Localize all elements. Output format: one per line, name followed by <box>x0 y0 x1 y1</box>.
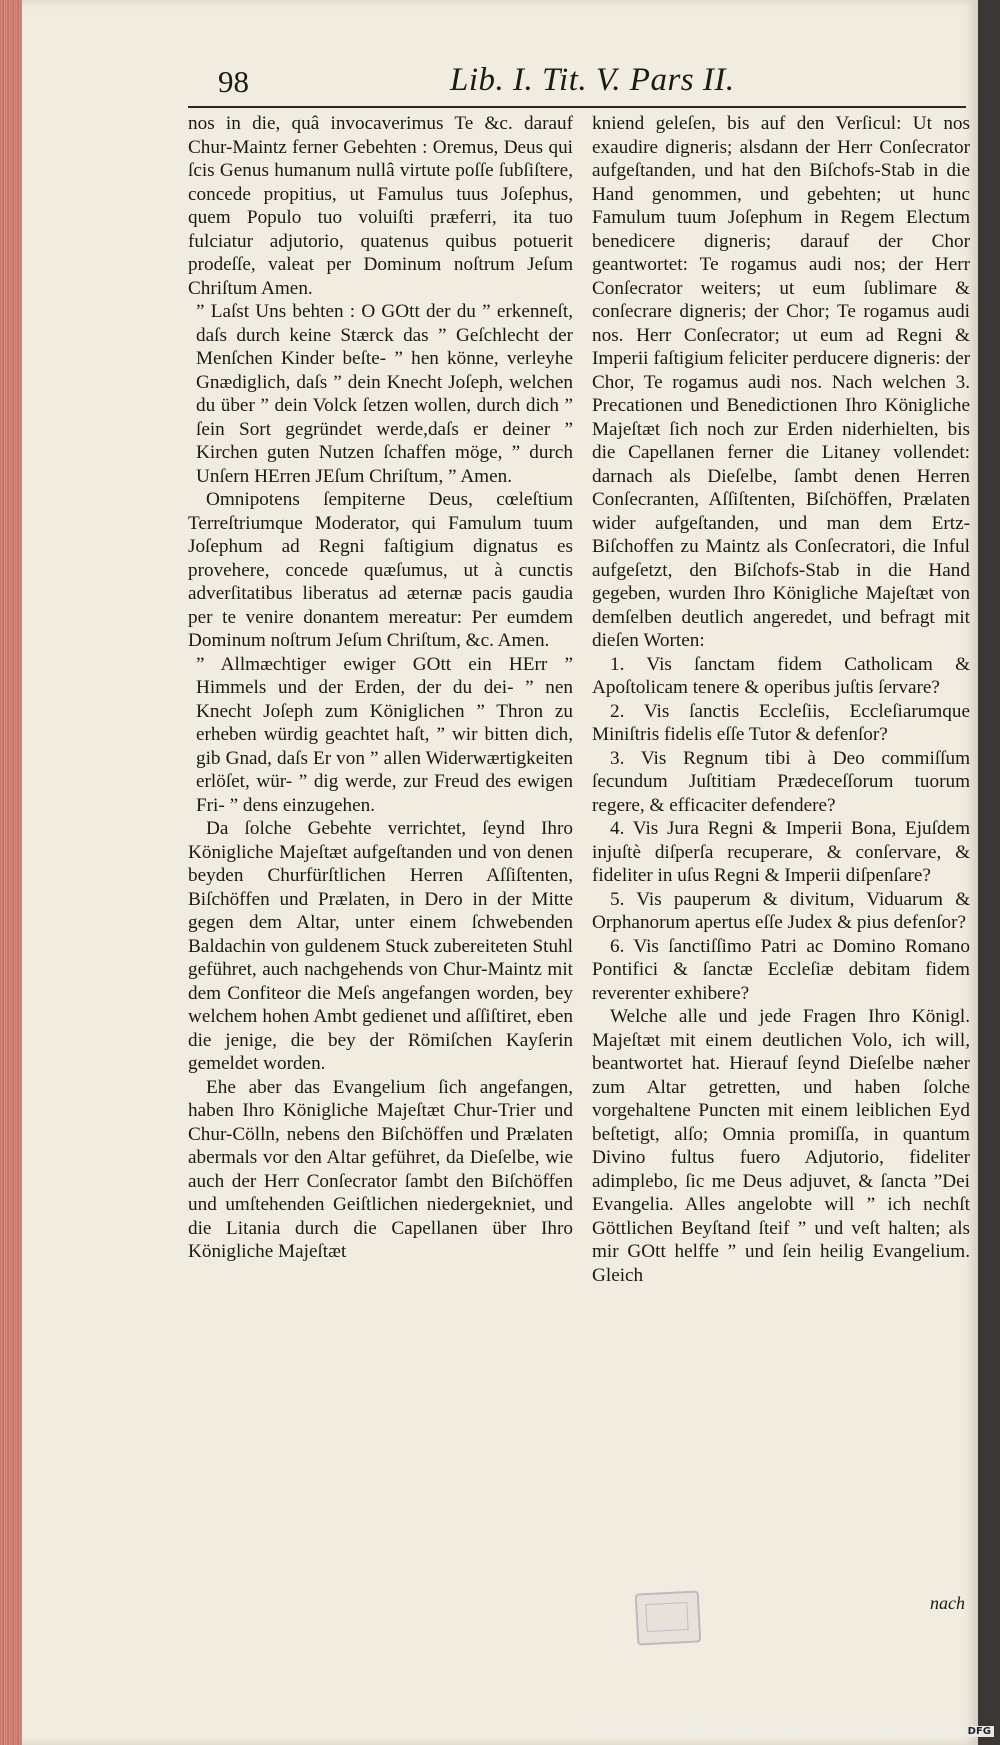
library-stamp <box>635 1590 702 1645</box>
paragraph: Welche alle und jede Fragen Ihro Königl. Majeſtæt mit einem deutlichen Volo, ich will, beantwortet hat. Hierauf ſeynd Dieſelbe næher zum Altar getretten, und haben ſolche vorgehaltene Puncten mit einem leiblichen Eyd beſtetigt, alſo; Omnia promiſſa, in quantum Divino fultus fuero Adjutorio, fideliter adimplebo, ſic me Deus adjuvet, & ſancta ”Dei Evangelia. Alles angelobte will ” ich nechſt Göttlichen Beyſtand ſteif ” und veſt halten; als mir GOtt helffe ” und ſein heilig Evangelium. Gleich <box>592 1006 970 1286</box>
question-item: 2. Vis ſanctis Eccleſiis, Eccleſiarumque Miniſtris fidelis eſſe Tutor & defenſor? <box>592 700 970 745</box>
paragraph: Ehe aber das Evangelium ſich angefangen, haben Ihro Königliche Majeſtæt Chur-Trier und Chur-Cölln, nebens den Biſchöffen und Prælaten abermals vor den Altar geführet, da Dieſelbe, wie auch der Herr Conſecrator ſambt den Biſchöffen und umſtehenden Geiſtlichen niedergekniet, und die Litania durch die Capellanen über Ihro Königliche Majeſtæt <box>188 1076 573 1262</box>
stamp-frame <box>645 1602 688 1632</box>
quoted-prayer: ” Laſst Uns behten : O GOtt der du ” erkenneſt, daſs durch keine Stærck das ” Geſchlecht der Menſchen Kinder beſte- ” hen könne, verleyhe Gnædiglich, daſs ” dein Knecht Joſeph, welchen du über ” dein Volck ſetzen wollen, durch dich ” ſein Sort gegründet werde,daſs er deiner ” Kirchen guten Nutzen ſchaffen möge, ” durch Unſern HErren JEſum Chriſtum, ” Amen. <box>196 301 573 487</box>
paragraph: Da ſolche Gebehte verrichtet, ſeynd Ihro Königliche Majeſtæt aufgeſtanden und von denen beyden Churfürſtlichen Herren Aſſiſtenten, Biſchöffen und Prælaten, in Dero in der Mitte gegen dem Altar, unter einem ſchwebenden Baldachin von guldenem Stuck zubereiteten Stuhl geführet, auch nachgehends von Chur-Maintz mit dem Confiteor die Meſs angefangen worden, bey welchem hohen Ambt gedienet und aſſiſtiret, eben die jenige, die bey der Römiſchen Kayſerin gemeldet worden. <box>188 818 573 1074</box>
quoted-prayer: ” Allmæchtiger ewiger GOtt ein HErr ” Himmels und der Erden, der du dei- ” nen Knecht Joſeph zum Königlichen ” Thron zu erheben würdig geachtet haſt, ” wir bitten dich, gib Gnad, daſs Er von ” allen Widerwærtigkeiten erlöſet, wür- ” dig werde, zur Freud des ewigen Fri- ” dens einzugehen. <box>196 653 573 816</box>
paragraph: Omnipotens ſempiterne Deus, cœleſtium Terreſtriumque Moderator, qui Famulum tuum Joſephum ad Regni faſtigium dignatus es provehere, concede quæſumus, ut à cunctis adverſitatibus liberatus ad æternæ pacis gaudia per te venire donantem mereatur: Per eumdem Dominum noſtrum Jeſum Chriſtum, &c. Amen. <box>188 489 573 651</box>
question-item: 1. Vis ſanctam fidem Catholicam & Apoſtolicam tenere & operibus juſtis ſervare? <box>592 653 970 698</box>
catchword: nach <box>930 1593 965 1613</box>
question-item: 6. Vis ſanctiſſimo Patri ac Domino Romano Pontifici & ſanctæ Eccleſiæ debitam fidem reverenter exhibere? <box>592 935 970 1004</box>
running-title: Lib. I. Tit. V. Pars II. <box>450 62 735 98</box>
paragraph: kniend geleſen, bis auf den Verſicul: Ut nos exaudire digneris; alsdann der Herr Conſecrator aufgeſtanden, und hat den Biſchofs-Stab in die Hand genommen, und gebehten; ut hunc Famulum tuum Joſephum in Regem Electum benedicere digneris; darauf der Chor geantwortet: Te rogamus audi nos; der Herr Conſecrator weiters; ut eum ſublimare & conſecrare digneris; der Chor; Te rogamus audi nos. Herr Conſecrator; ut eum ad Regni & Imperii faſtigium feliciter perducere digneris: der Chor, Te rogamus audi nos. Nach welchen 3. Precationen und Benedictionen Ihro Königliche Majeſtæt ſich noch zur Erden niderhielten, bis die Capellanen ferner die Litaney vollendet: darnach als Dieſelbe, ſambt denen Herren Conſecranten, Aſſiſtenten, Biſchöffen, Prælaten wider aufgeſtanden, und man dem Ertz-Biſchoffen zu Maintz als Conſecratori, die Inful aufgeſetzt, den Biſchofs-Stab in die Hand gegeben, wurden Ihro Königliche Majeſtæt von demſelben deutlich angeredet, und befragt mit dieſen Worten: <box>592 113 970 651</box>
question-item: 3. Vis Regnum tibi à Deo commiſſum ſecundum Juſtitiam Prædeceſſorum tuorum regere, & efficaciter defendere? <box>592 747 970 816</box>
footer-credit: Digitalisierung gefördert durch die Deutsche Forschungsgemeinschaft <box>590 1725 959 1737</box>
page-number: 98 <box>218 64 249 99</box>
paragraph: nos in die, quâ invocaverimus Te &c. darauf Chur-Maintz ferner Gebehten : Oremus, Deus qui ſcis Genus humanum nullâ virtute poſſe ſubſiſtere, concede propitius, ut Famulus tuus Joſephus, quem Populo tuo voluiſti præferri, ita tuo fulciatur adjutorio, quatenus quibus potuerit prodeſſe, valeat per Dominum noſtrum Jeſum Chriſtum Amen. <box>188 113 573 299</box>
question-item: 5. Vis pauperum & divitum, Viduarum & Orphanorum apertus eſſe Judex & pius defenſor? <box>592 888 970 933</box>
page-edge <box>0 0 22 1745</box>
right-column <box>592 112 970 1572</box>
header-rule <box>188 106 966 108</box>
digitization-footer <box>590 1725 994 1737</box>
dfg-logo: DFG <box>965 1726 994 1737</box>
question-item: 4. Vis Jura Regni & Imperii Bona, Ejuſdem injuſtè diſperſa recuperare, & conſervare, & fideliter in uſus Regni & Imperii diſpenſare? <box>592 818 970 886</box>
page-header <box>210 62 970 112</box>
left-column <box>188 112 573 1572</box>
